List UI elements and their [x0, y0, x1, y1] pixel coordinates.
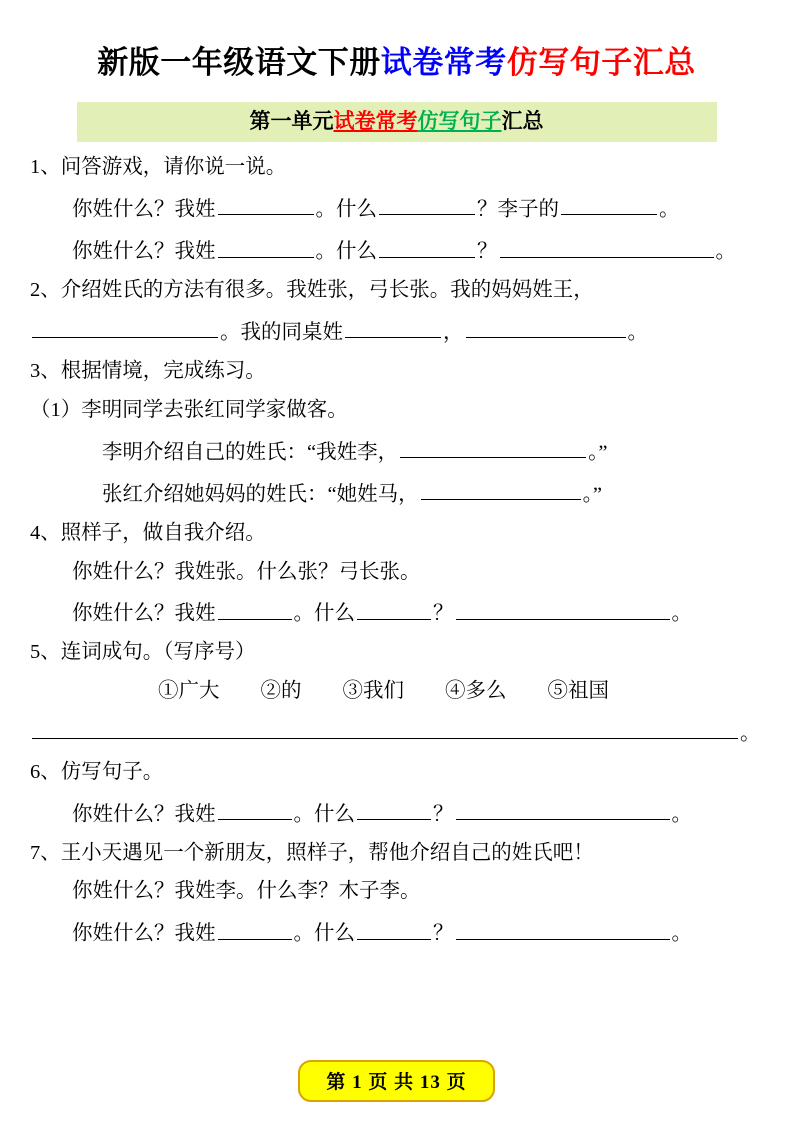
question-7-answer-line [26, 917, 767, 948]
title-segment-red: 仿写句子汇总 [506, 45, 696, 80]
question-5-words: ①广大 ②的 ③我们 ④多么 ⑤祖国 [158, 680, 609, 703]
question-3-answer-line-2 [26, 478, 767, 509]
fill-blank[interactable] [466, 316, 626, 339]
text-fragment: 你姓什么？我姓 [72, 922, 216, 945]
text-fragment: ？ [433, 602, 454, 625]
text-fragment: 。 [740, 722, 761, 745]
text-fragment: 。 [659, 198, 680, 221]
fill-blank[interactable] [32, 316, 218, 339]
fill-blank[interactable] [456, 917, 670, 940]
question-1-answer-line-1 [26, 193, 767, 224]
text-fragment: 。什么 [293, 922, 355, 945]
fill-blank[interactable] [400, 436, 586, 459]
question-1-answer-line-2 [26, 235, 767, 266]
text-fragment: 。我的同桌姓 [220, 321, 343, 344]
title-segment-blue: 试卷常考 [380, 45, 507, 80]
exercise-content [26, 154, 767, 948]
question-4-example: 你姓什么？我姓张。什么张？弓长张。 [72, 560, 421, 583]
fill-blank[interactable] [218, 798, 292, 821]
fill-blank[interactable] [357, 798, 431, 821]
text-fragment: 。 [627, 321, 648, 344]
text-fragment: 。 [715, 240, 736, 263]
question-4: 4、照样子，做自我介绍。 [30, 521, 266, 544]
text-fragment: 你姓什么？我姓 [72, 240, 216, 263]
question-2-answer-line [26, 316, 767, 347]
text-fragment: 。 [671, 803, 692, 826]
text-fragment: 。什么 [293, 803, 355, 826]
page-number-badge: 第 1 页 共 13 页 [298, 1060, 494, 1102]
fill-blank[interactable] [218, 597, 292, 620]
fill-blank[interactable] [456, 597, 670, 620]
question-3-answer-line-1 [26, 436, 767, 467]
question-3: 3、根据情境，完成练习。 [30, 360, 266, 383]
unit-banner-unit: 第一单元 [249, 108, 334, 133]
text-fragment: 。” [588, 441, 608, 464]
text-fragment: 你姓什么？我姓 [72, 198, 216, 221]
text-fragment: 你姓什么？我姓 [72, 602, 216, 625]
fill-blank[interactable] [218, 193, 314, 216]
text-fragment: 。什么 [293, 602, 355, 625]
text-fragment: 。 [671, 922, 692, 945]
question-7-example: 你姓什么？我姓李。什么李？木子李。 [72, 880, 421, 903]
fill-blank[interactable] [218, 235, 314, 258]
page-title [26, 44, 767, 81]
text-fragment: 。 [671, 602, 692, 625]
text-fragment: ， [443, 321, 464, 344]
page-footer [0, 1060, 793, 1102]
text-fragment: 你姓什么？我姓 [72, 803, 216, 826]
question-2: 2、介绍姓氏的方法有很多。我姓张，弓长张。我的妈妈姓王， [30, 279, 594, 302]
question-1: 1、问答游戏，请你说一说。 [30, 156, 287, 179]
text-fragment: 张红介绍她妈妈的姓氏：“她姓马， [102, 483, 419, 506]
question-5-answer-line [26, 717, 767, 748]
fill-blank[interactable] [379, 235, 475, 258]
fill-blank[interactable] [561, 193, 657, 216]
question-7: 7、王小天遇见一个新朋友，照样子，帮他介绍自己的姓氏吧！ [30, 841, 594, 864]
question-3-sub-1: （1）李明同学去张红同学家做客。 [30, 398, 348, 421]
unit-banner-suffix: 汇总 [501, 108, 544, 133]
fill-blank[interactable] [32, 717, 738, 740]
unit-banner-red: 试卷常考 [333, 108, 418, 133]
text-fragment: ？ [433, 803, 454, 826]
fill-blank[interactable] [218, 917, 292, 940]
question-6-answer-line [26, 798, 767, 829]
text-fragment: 。什么 [315, 198, 377, 221]
unit-banner [77, 102, 717, 142]
text-fragment: 。什么 [315, 240, 377, 263]
fill-blank[interactable] [421, 478, 581, 501]
question-5: 5、连词成句。（写序号） [30, 641, 256, 664]
fill-blank[interactable] [357, 597, 431, 620]
fill-blank[interactable] [379, 193, 475, 216]
title-segment-black: 新版一年级语文下册 [97, 45, 381, 80]
text-fragment: ？ [477, 240, 498, 263]
fill-blank[interactable] [500, 235, 714, 258]
fill-blank[interactable] [456, 798, 670, 821]
question-4-answer-line [26, 597, 767, 628]
text-fragment: 。” [582, 483, 602, 506]
text-fragment: ？ [433, 922, 454, 945]
fill-blank[interactable] [357, 917, 431, 940]
fill-blank[interactable] [345, 316, 441, 339]
question-6: 6、仿写句子。 [30, 760, 164, 783]
unit-banner-green: 仿写句子 [417, 108, 502, 133]
text-fragment: 李明介绍自己的姓氏：“我姓李， [102, 441, 399, 464]
text-fragment: ？李子的 [477, 198, 559, 221]
